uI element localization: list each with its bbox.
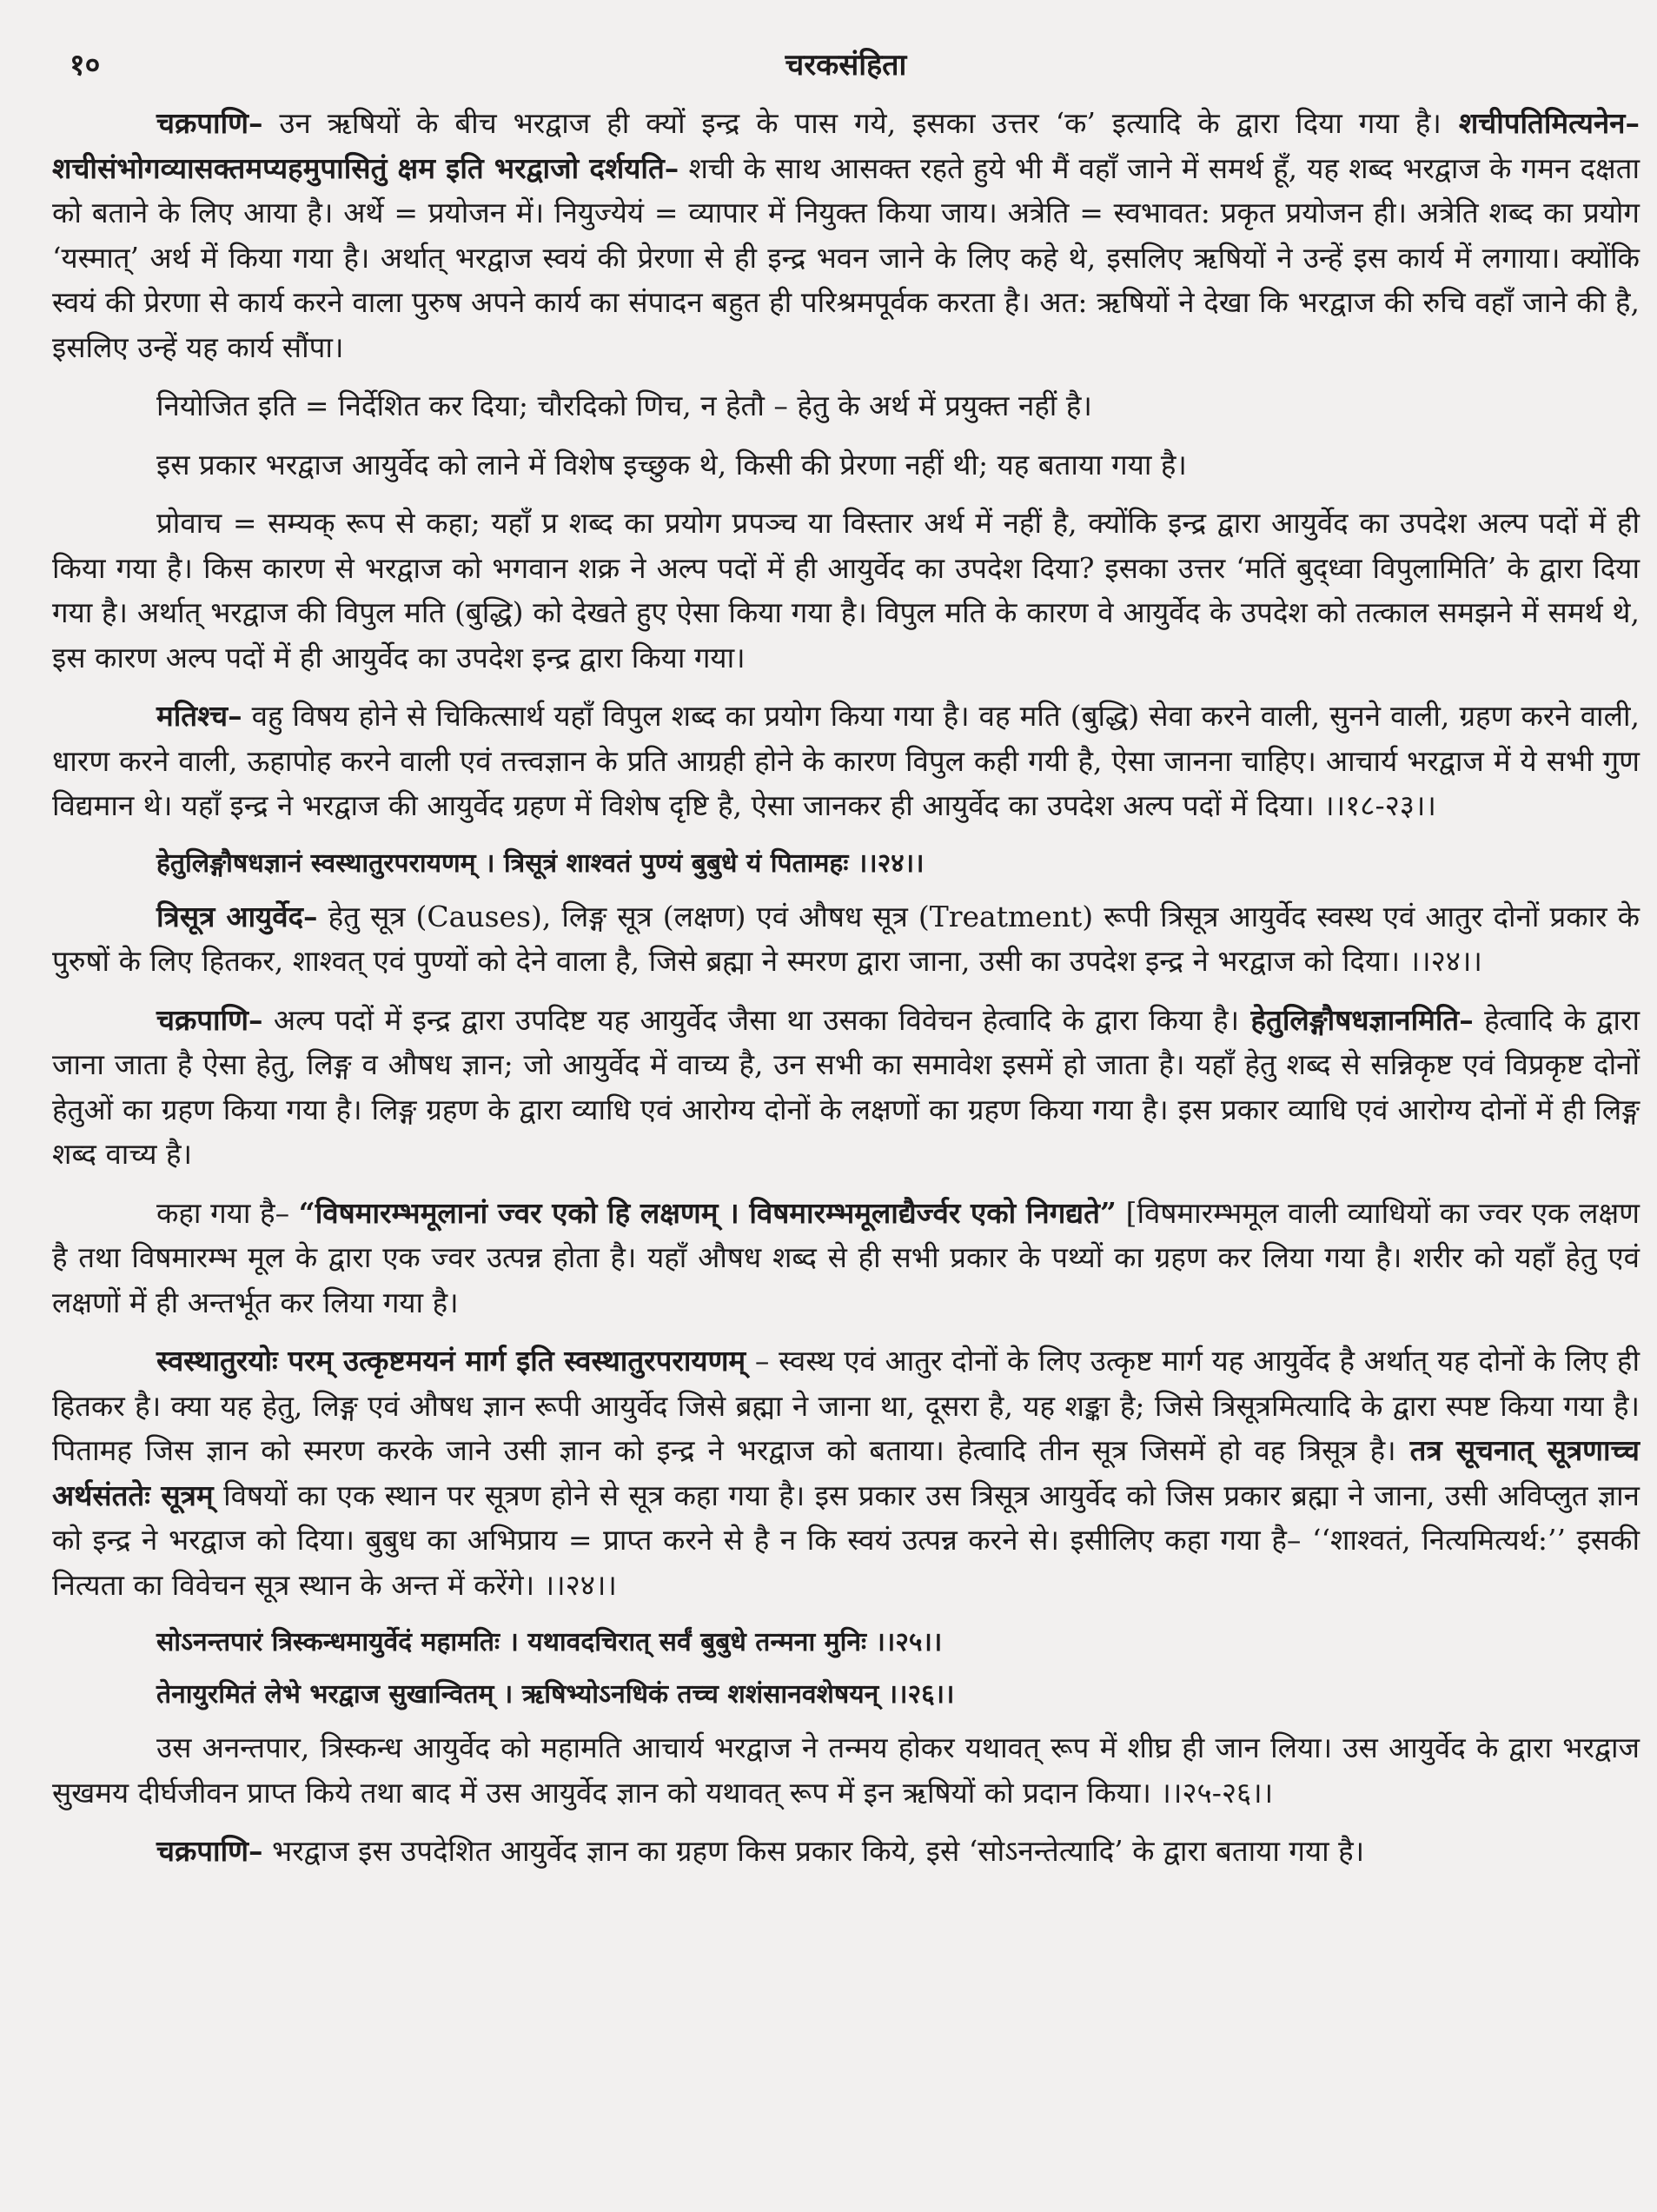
paragraph-quote: “विषमारम्भमूलानां ज्वर एको हि लक्षणम् । विषमारम्भमूलाद्यैर्ज्वर एको निगद्यते” [298,1195,1117,1230]
paragraph-text: – स्वस्थ एवं आतुर दोनों के लिए उत्कृष्ट मार्ग यह आयुर्वेद है अर्थात् यह दोनों के लिए ही हितकर है। क्या यह हेतु, लिङ्ग एवं औषध ज्ञान रूपी आयुर्वेद जिसे ब्रह्मा ने जाना था, दूसरा है, यह शङ्का है; जिसे त्रिसूत्रमित्यादि के द्वारा स्पष्ट किया गया है। पितामह जिस ज्ञान को स्मरण करके जाने उसी ज्ञान को इन्द्र ने भरद्वाज को बताया। हेत्वादि तीन सूत्र जिसमें हो वह त्रिसूत्र है। [52,1344,1640,1467]
paragraph-kaha-gaya [52,1191,1640,1325]
paragraph-svasthaturayoh [52,1338,1640,1607]
paragraph-lead-2: शचीपतिमित्यनेन– शचीसंभोगव्यासक्तमप्यहमुपासितुं क्षम इति भरद्वाजो दर्शयति– [52,106,1640,185]
paragraph-matishcha [52,694,1640,828]
paragraph-text-2: [विषमारम्भमूल वाली व्याधियों का ज्वर एक लक्षण है तथा विषमारम्भ मूल के द्वारा एक ज्वर उत्पन्न होता है। यहाँ औषध शब्द से ही सभी प्रकार के पथ्यों का ग्रहण कर लिया गया है। शरीर को यहाँ हेतु एवं लक्षणों में ही अन्तर्भूत कर लिया गया है। [52,1195,1640,1319]
paragraph-lead-2: हेतुलिङ्गौषधज्ञानमिति– [1239,1002,1474,1037]
paragraph-text: नियोजित इति = निर्देशित कर दिया; चौरदिको णिच, न हेतौ – हेतु के अर्थ में प्रयुक्त नहीं है। [156,389,1092,422]
verse-26: तेनायुरमितं लेभे भरद्वाज सुखान्वितम् । ऋषिभ्योऽनधिकं तच्च शशंसानवशेषयन् ।।२६।। [156,1679,955,1710]
verse-24: हेतुलिङ्गौषधज्ञानं स्वस्थातुरपरायणम् । त्रिसूत्रं शाश्वतं पुण्यं बुबुधे यं पितामहः ।।२४।। [156,847,925,879]
paragraph-text-2: विषयों का एक स्थान पर सूत्रण होने से सूत्र कहा गया है। इस प्रकार उस त्रिसूत्र आयुर्वेद को जिस प्रकार ब्रह्मा ने जाना, उसी अविप्लुत ज्ञान को इन्द्र ने भरद्वाज को दिया। बुबुध का अभिप्राय = प्राप्त करने से है न कि स्वयं उत्पन्न करने से। इसीलिए कहा गया है– ‘‘शाश्वतं, नित्यमित्यर्थ:’’ इसकी नित्यता का विवेचन सूत्र स्थान के अन्त में करेंगे। ।।२४।। [52,1478,1640,1602]
paragraph-trisutra [52,894,1640,984]
paragraph-chakrapani-3 [52,1829,1640,1874]
page-body [52,101,1640,1874]
paragraph-text: हेतु सूत्र (Causes), लिङ्ग सूत्र (लक्षण) एवं औषध सूत्र (Treatment) रूपी त्रिसूत्र आयुर्वेद स्वस्थ एवं आतुर दोनों प्रकार के पुरुषों के लिए हितकर, शाश्वत् एवं पुण्यों को देने वाला है, जिसे ब्रह्मा ने स्मरण द्वारा जाना, उसी का उपदेश इन्द्र ने भरद्वाज को दिया। ।।२४।। [52,899,1640,978]
paragraph-text: कहा गया है– [156,1195,299,1230]
verse-25: सोऽनन्तपारं त्रिस्कन्धमायुर्वेदं महामतिः । यथावदचिरात् सर्वं बुबुधे तन्मना मुनिः ।।२५।। [156,1627,943,1657]
paragraph-lead: चक्रपाणि– [156,1834,263,1868]
paragraph-lead: स्वस्थातुरयोः परम् उत्कृष्टमयनं मार्ग इति स्वस्थातुरपरायणम् [156,1344,746,1378]
paragraph-text-2: शची के साथ आसक्त रहते हुये भी मैं वहाँ जाने में समर्थ हूँ, यह शब्द भरद्वाज के गमन दक्षता को बताने के लिए आया है। अर्थे = प्रयोजन में। नियुज्येयं = व्यापार में नियुक्त किया जाय। अत्रेति = स्वभावत: प्रकृत प्रयोजन ही। अत्रेति शब्द का प्रयोग ‘यस्मात्’ अर्थ में किया गया है। अर्थात् भरद्वाज स्वयं की प्रेरणा से ही इन्द्र भवन जाने के लिए कहे थे, इसलिए ऋषियों ने उन्हें इस कार्य में लगाया। क्योंकि स्वयं की प्रेरणा से कार्य करने वाला पुरुष अपने कार्य का संपादन बहुत ही परिश्रमपूर्वक करता है। अत: ऋषियों ने देखा कि भरद्वाज की रुचि वहाँ जाने की है, इसलिए उन्हें यह कार्य सौंपा। [52,150,1640,364]
paragraph-lead: चक्रपाणि– [156,106,263,140]
paragraph-provacha [52,501,1640,680]
page-number: १० [70,48,101,83]
paragraph-iccchuka [52,442,1640,488]
paragraph-anantapara [52,1725,1640,1815]
page-header [52,35,1640,83]
paragraph-text-2: हेत्वादि के द्वारा जाना जाता है ऐसा हेतु, लिङ्ग व औषध ज्ञान; जो आयुर्वेद में वाच्य है, उन सभी का समावेश इसमें हो जाता है। यहाँ हेतु शब्द से सन्निकृष्ट एवं विप्रकृष्ट दोनों हेतुओं का ग्रहण किया गया है। लिङ्ग ग्रहण के द्वारा व्याधि एवं आरोग्य दोनों के लक्षणों का ग्रहण किया गया है। इस प्रकार व्याधि एवं आरोग्य दोनों में ही लिङ्ग शब्द वाच्य है। [52,1002,1640,1171]
paragraph-text: प्रोवाच = सम्यक् रूप से कहा; यहाँ प्र शब्द का प्रयोग प्रपञ्च या विस्तार अर्थ में नहीं है, क्योंकि इन्द्र द्वारा आयुर्वेद का उपदेश अल्प पदों में ही किया गया है। किस कारण से भरद्वाज को भगवान शक्र ने अल्प पदों में ही आयुर्वेद का उपदेश दिया? इसका उत्तर ‘मतिं बुद्ध्वा विपुलामिति’ के द्वारा दिया गया है। अर्थात् भरद्वाज की विपुल मति (बुद्धि) को देखते हुए ऐसा किया गया है। विपुल मति के कारण वे आयुर्वेद के उपदेश को तत्काल समझने में समर्थ थे, इस कारण अल्प पदों में ही आयुर्वेद का उपदेश इन्द्र द्वारा किया गया। [52,506,1640,674]
paragraph-text: भरद्वाज इस उपदेशित आयुर्वेद ज्ञान का ग्रहण किस प्रकार किये, इसे ‘सोऽनन्तेत्यादि’ के द्वारा बताया गया है। [262,1834,1365,1868]
paragraph-chakrapani-1 [52,101,1640,369]
paragraph-lead: त्रिसूत्र आयुर्वेद– [156,899,318,933]
paragraph-lead-2: तत्र सूचनात् सूत्रणाच्च अर्थसंततेः सूत्रम् [52,1433,1640,1512]
running-head-title: चरकसंहिता [785,48,907,83]
paragraph-lead: चक्रपाणि– [156,1002,263,1037]
paragraph-lead: मतिश्च– [156,699,242,733]
paragraph-text: इस प्रकार भरद्वाज आयुर्वेद को लाने में विशेष इच्छुक थे, किसी की प्रेरणा नहीं थी; यह बताया गया है। [156,447,1187,482]
paragraph-text: उस अनन्तपार, त्रिस्कन्ध आयुर्वेद को महामति आचार्य भरद्वाज ने तन्मय होकर यथावत् रूप में शीघ्र ही जान लिया। उस आयुर्वेद के द्वारा भरद्वाज सुखमय दीर्घजीवन प्राप्त किये तथा बाद में उस आयुर्वेद ज्ञान को यथावत् रूप में इन ऋषियों को प्रदान किया। ।।२५-२६।। [52,1730,1640,1810]
paragraph-text: अल्प पदों में इन्द्र द्वारा उपदिष्ट यह आयुर्वेद जैसा था उसका विवेचन हेत्वादि के द्वारा किया है। [262,1002,1240,1037]
paragraph-chakrapani-2 [52,998,1640,1177]
paragraph-text: उन ऋषियों के बीच भरद्वाज ही क्यों इन्द्र के पास गये, इसका उत्तर ‘क’ इत्यादि के द्वारा दिया गया है। [262,106,1442,140]
paragraph-text: वहु विषय होने से चिकित्सार्थ यहाँ विपुल शब्द का प्रयोग किया गया है। वह मति (बुद्धि) सेवा करने वाली, सुनने वाली, ग्रहण करने वाली, धारण करने वाली, ऊहापोह करने वाली एवं तत्त्वज्ञान के प्रति आग्रही होने के कारण विपुल कही गयी है, ऐसा जानना चाहिए। आचार्य भरद्वाज में ये सभी गुण विद्यमान थे। यहाँ इन्द्र ने भरद्वाज की आयुर्वेद ग्रहण में विशेष दृष्टि है, ऐसा जानकर ही आयुर्वेद का उपदेश अल्प पदों में दिया। ।।१८-२३।। [52,699,1640,822]
paragraph-niyojita [52,383,1640,428]
